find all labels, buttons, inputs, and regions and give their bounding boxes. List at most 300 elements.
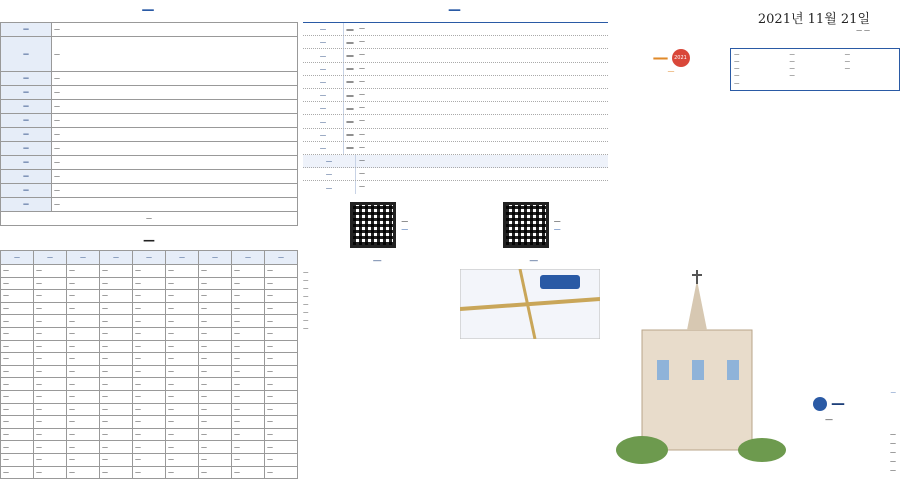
- report-cell: —: [133, 390, 166, 403]
- report-cell: —: [166, 390, 199, 403]
- report-cell: —: [67, 353, 100, 366]
- report-cell: —: [1, 466, 34, 479]
- report-cell: —: [133, 466, 166, 479]
- report-cell: —: [232, 403, 265, 416]
- report-cell: —: [265, 365, 298, 378]
- report-cell: —: [199, 428, 232, 441]
- report-cell: —: [166, 365, 199, 378]
- news-body: —: [359, 51, 365, 59]
- map-place: —: [543, 282, 550, 290]
- news-item: [303, 102, 608, 115]
- report-cell: —: [199, 340, 232, 353]
- left-title: —: [141, 3, 157, 18]
- info-row: [1, 142, 298, 156]
- report-cell: —: [166, 416, 199, 429]
- report-cell: —: [232, 315, 265, 328]
- report-header: —: [100, 251, 133, 265]
- qr1-sub: —: [401, 224, 409, 233]
- report-cell: —: [199, 265, 232, 278]
- report-row: [1, 453, 298, 466]
- news-item: [303, 49, 608, 62]
- report-header: —: [199, 251, 232, 265]
- report-cell: —: [265, 315, 298, 328]
- left-panel: [0, 0, 298, 501]
- news-body: —: [359, 25, 365, 32]
- report-header: —: [166, 251, 199, 265]
- report-row: [1, 340, 298, 353]
- news-number: —: [346, 64, 354, 74]
- order-item: —: [844, 66, 851, 72]
- report-cell: —: [166, 378, 199, 391]
- report-cell: —: [100, 277, 133, 290]
- news-number: —: [346, 90, 354, 100]
- report-cell: —: [166, 315, 199, 328]
- report-cell: —: [34, 466, 67, 479]
- report-cell: —: [166, 453, 199, 466]
- middle-panel: [303, 0, 608, 501]
- report-cell: —: [1, 265, 34, 278]
- report-cell: —: [34, 327, 67, 340]
- news-number: —: [346, 24, 354, 34]
- report-cell: —: [166, 403, 199, 416]
- church-address: —: [890, 440, 896, 447]
- news-number: —: [346, 77, 354, 87]
- report-row: [1, 265, 298, 278]
- report-cell: —: [133, 265, 166, 278]
- report-cell: —: [199, 453, 232, 466]
- report-row: [1, 403, 298, 416]
- report-cell: —: [34, 302, 67, 315]
- report-cell: —: [67, 390, 100, 403]
- report-cell: —: [166, 277, 199, 290]
- report-cell: —: [265, 290, 298, 303]
- info-value: —: [52, 184, 298, 198]
- info-label: —: [1, 86, 52, 100]
- report-cell: —: [34, 441, 67, 454]
- news-body: —: [359, 38, 365, 46]
- worship-order: [734, 52, 896, 79]
- volume-label: —: [856, 27, 863, 34]
- info-row: [1, 198, 298, 212]
- news-body: —: [359, 64, 365, 72]
- report-title: —: [143, 233, 155, 247]
- online-value: —: [359, 157, 365, 165]
- report-cell: —: [166, 428, 199, 441]
- info-label: —: [1, 23, 52, 37]
- report-cell: —: [265, 302, 298, 315]
- report-cell: —: [199, 441, 232, 454]
- pastor-name: —: [825, 415, 833, 424]
- order-note: —: [734, 81, 740, 87]
- report-cell: —: [100, 453, 133, 466]
- report-cell: —: [166, 265, 199, 278]
- report-cell: —: [232, 340, 265, 353]
- bottom-boxes: [303, 256, 608, 341]
- report-row: [1, 277, 298, 290]
- report-cell: —: [133, 315, 166, 328]
- report-row: [1, 365, 298, 378]
- order-item: —: [734, 73, 740, 79]
- report-cell: —: [1, 290, 34, 303]
- report-cell: —: [100, 365, 133, 378]
- report-cell: —: [133, 277, 166, 290]
- schedule-list: [303, 269, 452, 333]
- info-label: —: [1, 198, 52, 212]
- report-cell: —: [100, 315, 133, 328]
- info-value: —: [52, 72, 298, 86]
- bulletin-date: 2021년 11월 21일: [757, 12, 870, 27]
- report-cell: —: [265, 390, 298, 403]
- order-item: —: [789, 73, 795, 79]
- news-heading: —: [303, 23, 344, 35]
- map-box: [460, 256, 609, 341]
- news-heading: —: [303, 102, 344, 114]
- report-cell: —: [1, 365, 34, 378]
- report-cell: —: [1, 340, 34, 353]
- website[interactable]: —: [890, 467, 896, 474]
- report-cell: —: [1, 416, 34, 429]
- report-cell: —: [1, 277, 34, 290]
- qr2-sub: —: [553, 224, 561, 233]
- report-cell: —: [265, 428, 298, 441]
- info-value: —: [52, 142, 298, 156]
- news-item: [303, 115, 608, 128]
- fax: —: [890, 458, 896, 465]
- report-cell: —: [133, 365, 166, 378]
- news-heading: —: [303, 49, 344, 61]
- news-body: —: [359, 143, 365, 151]
- report-cell: —: [67, 441, 100, 454]
- news-number: —: [346, 117, 354, 127]
- report-cell: —: [67, 403, 100, 416]
- info-label: —: [1, 184, 52, 198]
- order-item: —: [734, 52, 740, 58]
- report-cell: —: [265, 441, 298, 454]
- info-label: —: [1, 142, 52, 156]
- info-label: —: [1, 170, 52, 184]
- news-heading: —: [303, 142, 344, 154]
- report-cell: —: [265, 353, 298, 366]
- report-cell: —: [133, 378, 166, 391]
- order-box: [730, 48, 900, 91]
- right-panel: [612, 0, 900, 501]
- news-number: —: [346, 143, 354, 153]
- news-number: —: [346, 51, 354, 60]
- report-cell: —: [232, 416, 265, 429]
- news-body: —: [359, 91, 365, 99]
- report-cell: —: [232, 378, 265, 391]
- report-row: [1, 378, 298, 391]
- annual-theme: —: [652, 48, 669, 67]
- report-cell: —: [34, 265, 67, 278]
- news-body: —: [359, 104, 365, 112]
- report-cell: —: [100, 265, 133, 278]
- info-value: —: [52, 170, 298, 184]
- news-title: —: [448, 3, 463, 18]
- news-item: [303, 63, 608, 76]
- report-cell: —: [1, 353, 34, 366]
- report-row: [1, 441, 298, 454]
- report-cell: —: [166, 290, 199, 303]
- report-cell: —: [232, 290, 265, 303]
- report-row: [1, 315, 298, 328]
- info-label: —: [1, 37, 52, 72]
- report-cell: —: [1, 428, 34, 441]
- news-item: [303, 23, 608, 36]
- schedule-item: —: [303, 325, 309, 332]
- report-cell: —: [232, 428, 265, 441]
- report-row: [1, 302, 298, 315]
- report-cell: —: [232, 365, 265, 378]
- report-cell: —: [1, 441, 34, 454]
- report-cell: —: [265, 265, 298, 278]
- online-offering-row: [303, 155, 608, 168]
- news-number: —: [346, 130, 354, 140]
- qr1-label: —: [401, 216, 409, 225]
- report-cell: —: [34, 365, 67, 378]
- report-cell: —: [133, 327, 166, 340]
- report-cell: —: [232, 390, 265, 403]
- report-cell: —: [265, 327, 298, 340]
- qr-code-icon: [503, 202, 549, 248]
- report-cell: —: [67, 453, 100, 466]
- report-cell: —: [67, 378, 100, 391]
- report-cell: —: [100, 340, 133, 353]
- news-heading: —: [303, 89, 344, 101]
- event-label: —: [303, 168, 356, 180]
- report-cell: —: [1, 302, 34, 315]
- order-item: —: [844, 59, 851, 65]
- notice-label: —: [303, 181, 356, 193]
- info-row: [1, 100, 298, 114]
- news-item: [303, 89, 608, 102]
- report-cell: —: [232, 277, 265, 290]
- qr-code-icon: [350, 202, 396, 248]
- report-cell: —: [1, 315, 34, 328]
- report-cell: —: [166, 302, 199, 315]
- report-cell: —: [166, 466, 199, 479]
- report-cell: —: [265, 403, 298, 416]
- report-cell: —: [100, 290, 133, 303]
- report-cell: —: [67, 277, 100, 290]
- online-label: —: [303, 155, 356, 167]
- info-table: [0, 22, 298, 212]
- order-item: —: [844, 52, 851, 58]
- report-cell: —: [34, 340, 67, 353]
- qr2-label: —: [553, 216, 561, 225]
- report-cell: —: [100, 302, 133, 315]
- zip-code: —: [890, 431, 896, 438]
- report-header: —: [265, 251, 298, 265]
- report-header: —: [67, 251, 100, 265]
- news-heading: —: [303, 36, 344, 48]
- report-cell: —: [199, 378, 232, 391]
- qr-kakao[interactable]: [350, 202, 408, 248]
- info-row: [1, 72, 298, 86]
- report-cell: —: [100, 416, 133, 429]
- news-heading: —: [303, 129, 344, 141]
- report-cell: —: [265, 277, 298, 290]
- report-cell: —: [67, 327, 100, 340]
- info-row: [1, 86, 298, 100]
- report-cell: —: [34, 453, 67, 466]
- report-header: —: [1, 251, 34, 265]
- report-row: [1, 290, 298, 303]
- report-cell: —: [133, 353, 166, 366]
- info-row: [1, 37, 298, 72]
- report-cell: —: [199, 302, 232, 315]
- report-cell: —: [133, 428, 166, 441]
- report-cell: —: [265, 453, 298, 466]
- schedule-item: —: [303, 285, 309, 292]
- schedule-item: —: [303, 277, 309, 284]
- report-row: [1, 416, 298, 429]
- report-cell: —: [133, 403, 166, 416]
- report-cell: —: [34, 353, 67, 366]
- news-item: [303, 142, 608, 155]
- qr-naver-band[interactable]: [503, 202, 561, 248]
- info-row: [1, 170, 298, 184]
- report-cell: —: [199, 416, 232, 429]
- report-cell: —: [1, 378, 34, 391]
- map-title: —: [529, 255, 539, 266]
- news-body: —: [359, 117, 365, 125]
- report-cell: —: [100, 441, 133, 454]
- report-header: —: [34, 251, 67, 265]
- info-row: [1, 184, 298, 198]
- week-label: —: [864, 27, 870, 34]
- info-row: [1, 156, 298, 170]
- report-cell: —: [265, 340, 298, 353]
- report-cell: —: [199, 277, 232, 290]
- report-cell: —: [232, 441, 265, 454]
- info-label: —: [1, 128, 52, 142]
- report-header: —: [133, 251, 166, 265]
- report-cell: —: [199, 466, 232, 479]
- map-diagram: [460, 269, 600, 339]
- report-cell: —: [133, 416, 166, 429]
- news-body: —: [359, 130, 365, 138]
- report-cell: —: [166, 327, 199, 340]
- report-cell: —: [133, 453, 166, 466]
- report-cell: —: [1, 453, 34, 466]
- report-cell: —: [232, 466, 265, 479]
- report-cell: —: [100, 428, 133, 441]
- news-heading: —: [303, 115, 344, 127]
- report-cell: —: [1, 390, 34, 403]
- news-heading: —: [303, 63, 344, 75]
- report-cell: —: [199, 390, 232, 403]
- report-cell: —: [232, 265, 265, 278]
- info-row: [1, 23, 298, 37]
- news-number: —: [346, 103, 354, 113]
- info-row: [1, 128, 298, 142]
- report-cell: —: [34, 378, 67, 391]
- report-cell: —: [232, 353, 265, 366]
- info-value: —: [52, 23, 298, 37]
- report-cell: —: [133, 441, 166, 454]
- news-list: [303, 22, 608, 155]
- theme-and-order: [612, 48, 900, 91]
- order-item: —: [734, 66, 740, 72]
- report-cell: —: [232, 327, 265, 340]
- info-value: —: [52, 128, 298, 142]
- report-cell: —: [67, 428, 100, 441]
- info-value: —: [52, 198, 298, 212]
- report-cell: —: [100, 466, 133, 479]
- info-value: —: [52, 86, 298, 100]
- report-cell: —: [265, 378, 298, 391]
- report-cell: —: [100, 353, 133, 366]
- report-cell: —: [133, 302, 166, 315]
- report-cell: —: [67, 466, 100, 479]
- news-item: [303, 36, 608, 49]
- report-row: [1, 327, 298, 340]
- report-cell: —: [34, 290, 67, 303]
- info-label: —: [1, 100, 52, 114]
- report-cell: —: [265, 416, 298, 429]
- info-value: —: [52, 114, 298, 128]
- schedule-item: —: [303, 309, 309, 316]
- report-cell: —: [34, 390, 67, 403]
- church-name: —: [831, 396, 845, 412]
- news-number: —: [346, 37, 354, 47]
- schedule-item: —: [303, 317, 309, 324]
- report-cell: —: [67, 365, 100, 378]
- report-cell: —: [199, 365, 232, 378]
- schedule-item: —: [303, 301, 309, 308]
- report-cell: —: [34, 403, 67, 416]
- report-cell: —: [133, 290, 166, 303]
- info-row: [1, 114, 298, 128]
- schedule-item: —: [303, 269, 309, 276]
- info-value: —: [52, 156, 298, 170]
- info-value: —: [52, 100, 298, 114]
- church-info: [762, 390, 896, 475]
- report-cell: —: [34, 428, 67, 441]
- report-cell: —: [166, 441, 199, 454]
- info-label: —: [1, 156, 52, 170]
- contact-line: —: [0, 212, 298, 226]
- report-cell: —: [166, 353, 199, 366]
- report-row: [1, 466, 298, 479]
- report-cell: —: [67, 416, 100, 429]
- report-cell: —: [67, 302, 100, 315]
- report-cell: —: [199, 315, 232, 328]
- report-header: —: [232, 251, 265, 265]
- news-item: [303, 129, 608, 142]
- schedule-title: —: [372, 255, 382, 266]
- report-cell: —: [1, 403, 34, 416]
- phone: —: [890, 449, 896, 456]
- report-cell: —: [67, 290, 100, 303]
- church-logo-icon: [813, 397, 827, 411]
- report-row: [1, 390, 298, 403]
- order-item: —: [789, 59, 795, 65]
- theme-box: [612, 48, 730, 91]
- info-label: —: [1, 114, 52, 128]
- event-value: —: [359, 170, 365, 178]
- report-cell: —: [34, 416, 67, 429]
- schedule-box: [303, 256, 452, 341]
- news-body: —: [359, 77, 365, 85]
- report-cell: —: [100, 390, 133, 403]
- report-cell: —: [100, 327, 133, 340]
- order-item: —: [734, 59, 740, 65]
- report-cell: —: [34, 315, 67, 328]
- report-cell: —: [199, 403, 232, 416]
- report-cell: —: [232, 302, 265, 315]
